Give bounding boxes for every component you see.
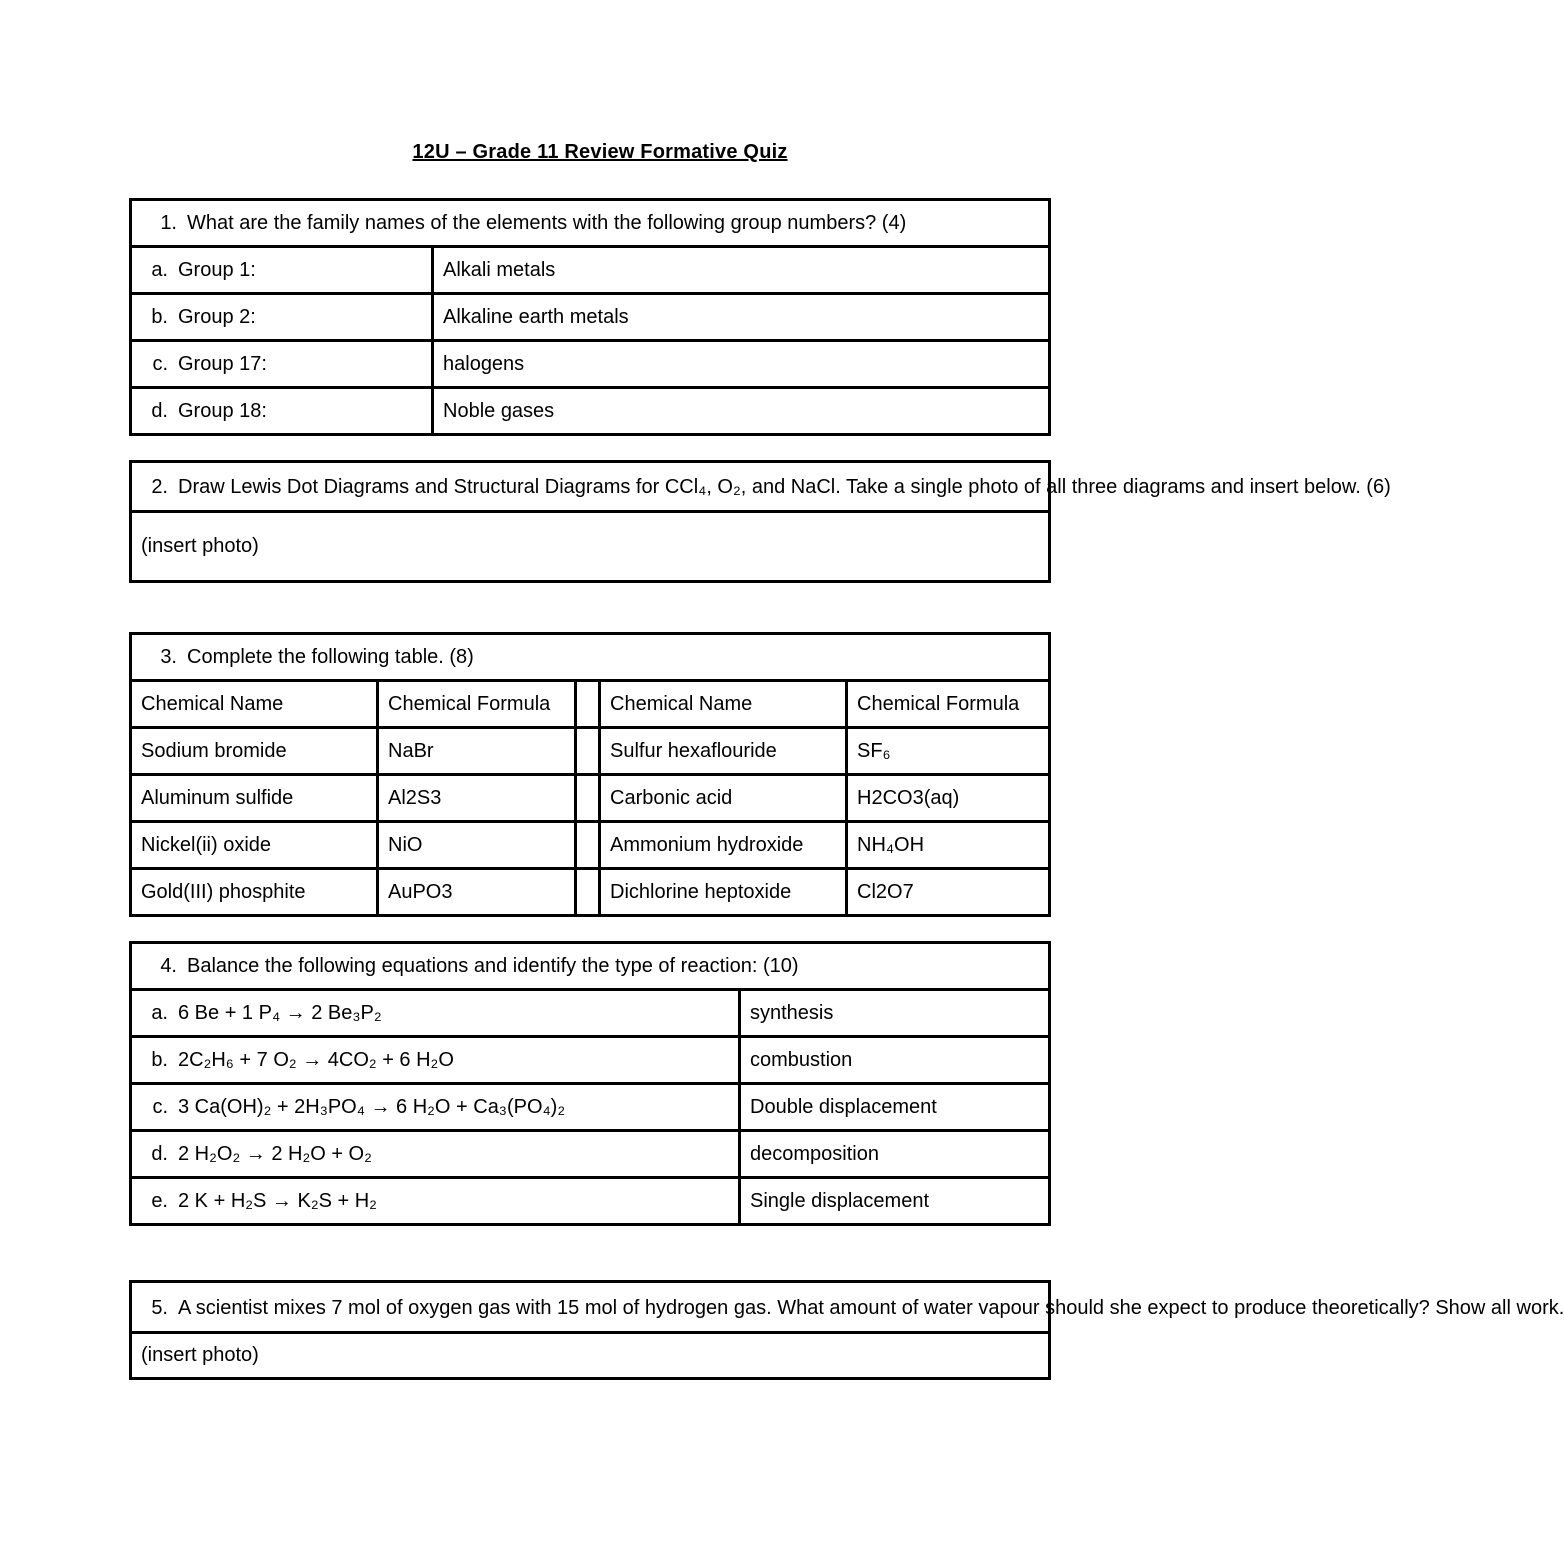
row-label: d. [151,1142,168,1165]
answer-cell[interactable]: Noble gases [433,388,1050,435]
answer-cell[interactable]: NH₄OH [847,822,1050,869]
row-label: a. [151,1001,168,1024]
question-5-text: A scientist mixes 7 mol of oxygen gas with 15 mol of hydrogen gas. What amount of water vapour should she expect to produce theoretically? Show all work. [178,1297,1564,1319]
question-1-header [131,200,1050,247]
question-3-table [129,632,1051,917]
row-label: b. [151,305,168,328]
equation-cell[interactable]: 6 Be + 1 P₄ → 2 Be₃P₂ [178,1001,382,1024]
question-number: 1. [160,211,177,234]
row-label: d. [151,399,168,422]
question-number: 4. [160,954,177,977]
answer-cell[interactable]: Cl2O7 [847,869,1050,916]
table-spacer [576,822,600,869]
table-row [131,294,1050,341]
photo-answer-cell[interactable]: (insert photo) [131,512,1050,582]
row-label: c. [152,1095,168,1118]
question-number: 5. [151,1297,168,1319]
table-spacer [576,869,600,916]
question-5-table [129,1280,1564,1380]
answer-cell[interactable]: synthesis [740,990,1050,1037]
answer-cell[interactable]: H2CO3(aq) [847,775,1050,822]
table-spacer [576,728,600,775]
table-row [131,822,1050,869]
page-title: 12U – Grade 11 Review Formative Quiz [412,141,788,163]
table-spacer [576,681,600,728]
question-4-table [129,941,1051,1226]
table-cell: Dichlorine heptoxide [600,869,847,916]
question-number: 3. [160,645,177,668]
row-label: e. [151,1189,168,1212]
table-cell: Gold(III) phosphite [131,869,378,916]
equation-cell[interactable]: 2 K + H₂S → K₂S + H₂ [178,1189,377,1212]
answer-cell[interactable]: NaBr [378,728,576,775]
question-3-header [131,634,1050,681]
question-4-text: Balance the following equations and identify the type of reaction: (10) [187,954,799,977]
answer-cell[interactable]: NiO [378,822,576,869]
question-3-text: Complete the following table. (8) [187,645,474,668]
table-row [131,341,1050,388]
question-1-text: What are the family names of the elements with the following group numbers? (4) [187,211,907,234]
row-label: c. [152,352,168,375]
answer-cell[interactable]: Alkali metals [433,247,1050,294]
table-row [131,1037,1050,1084]
answer-cell[interactable]: SF₆ [847,728,1050,775]
group-cell: Group 17: [178,352,267,375]
table-row [131,775,1050,822]
table-cell: Aluminum sulfide [131,775,378,822]
row-label: a. [151,258,168,281]
table-cell: Nickel(ii) oxide [131,822,378,869]
question-2-header [131,462,1050,512]
table-row [131,1178,1050,1225]
question-number: 2. [151,476,168,498]
equation-cell[interactable]: 2 H₂O₂ → 2 H₂O + O₂ [178,1142,372,1165]
question-5-header [131,1282,1050,1333]
question-2-table [129,460,1391,583]
answer-cell[interactable]: Double displacement [740,1084,1050,1131]
group-cell: Group 18: [178,399,267,422]
answer-cell[interactable]: Al2S3 [378,775,576,822]
photo-answer-cell[interactable]: (insert photo) [131,1333,1050,1379]
table-spacer [576,775,600,822]
equation-cell[interactable]: 2C₂H₆ + 7 O₂ → 4CO₂ + 6 H₂O [178,1048,454,1071]
answer-cell[interactable]: AuPO3 [378,869,576,916]
table-row [131,869,1050,916]
table-cell: Sodium bromide [131,728,378,775]
table-row [131,990,1050,1037]
table-row [131,247,1050,294]
answer-cell[interactable]: decomposition [740,1131,1050,1178]
answer-cell[interactable]: halogens [433,341,1050,388]
row-label: b. [151,1048,168,1071]
table-row [131,512,1050,582]
question-4-header [131,943,1050,990]
answer-cell[interactable]: combustion [740,1037,1050,1084]
answer-cell[interactable]: Alkaline earth metals [433,294,1050,341]
column-header: Chemical Formula [847,681,1050,728]
question-1-table [129,198,1051,436]
table-cell: Carbonic acid [600,775,847,822]
group-cell: Group 2: [178,305,256,328]
answer-cell[interactable]: Single displacement [740,1178,1050,1225]
table-header-row [131,681,1050,728]
column-header: Chemical Formula [378,681,576,728]
table-cell: Sulfur hexaflouride [600,728,847,775]
table-row [131,1131,1050,1178]
equation-cell[interactable]: 3 Ca(OH)₂ + 2H₃PO₄ → 6 H₂O + Ca₃(PO₄)₂ [178,1095,566,1118]
group-cell: Group 1: [178,258,256,281]
column-header: Chemical Name [131,681,378,728]
table-row [131,1333,1050,1379]
column-header: Chemical Name [600,681,847,728]
table-row [131,388,1050,435]
table-row [131,1084,1050,1131]
table-row [131,728,1050,775]
question-2-text: Draw Lewis Dot Diagrams and Structural Diagrams for CCl₄, O₂, and NaCl. Take a single photo of all three diagrams and insert below. (6) [178,476,1391,498]
table-cell: Ammonium hydroxide [600,822,847,869]
